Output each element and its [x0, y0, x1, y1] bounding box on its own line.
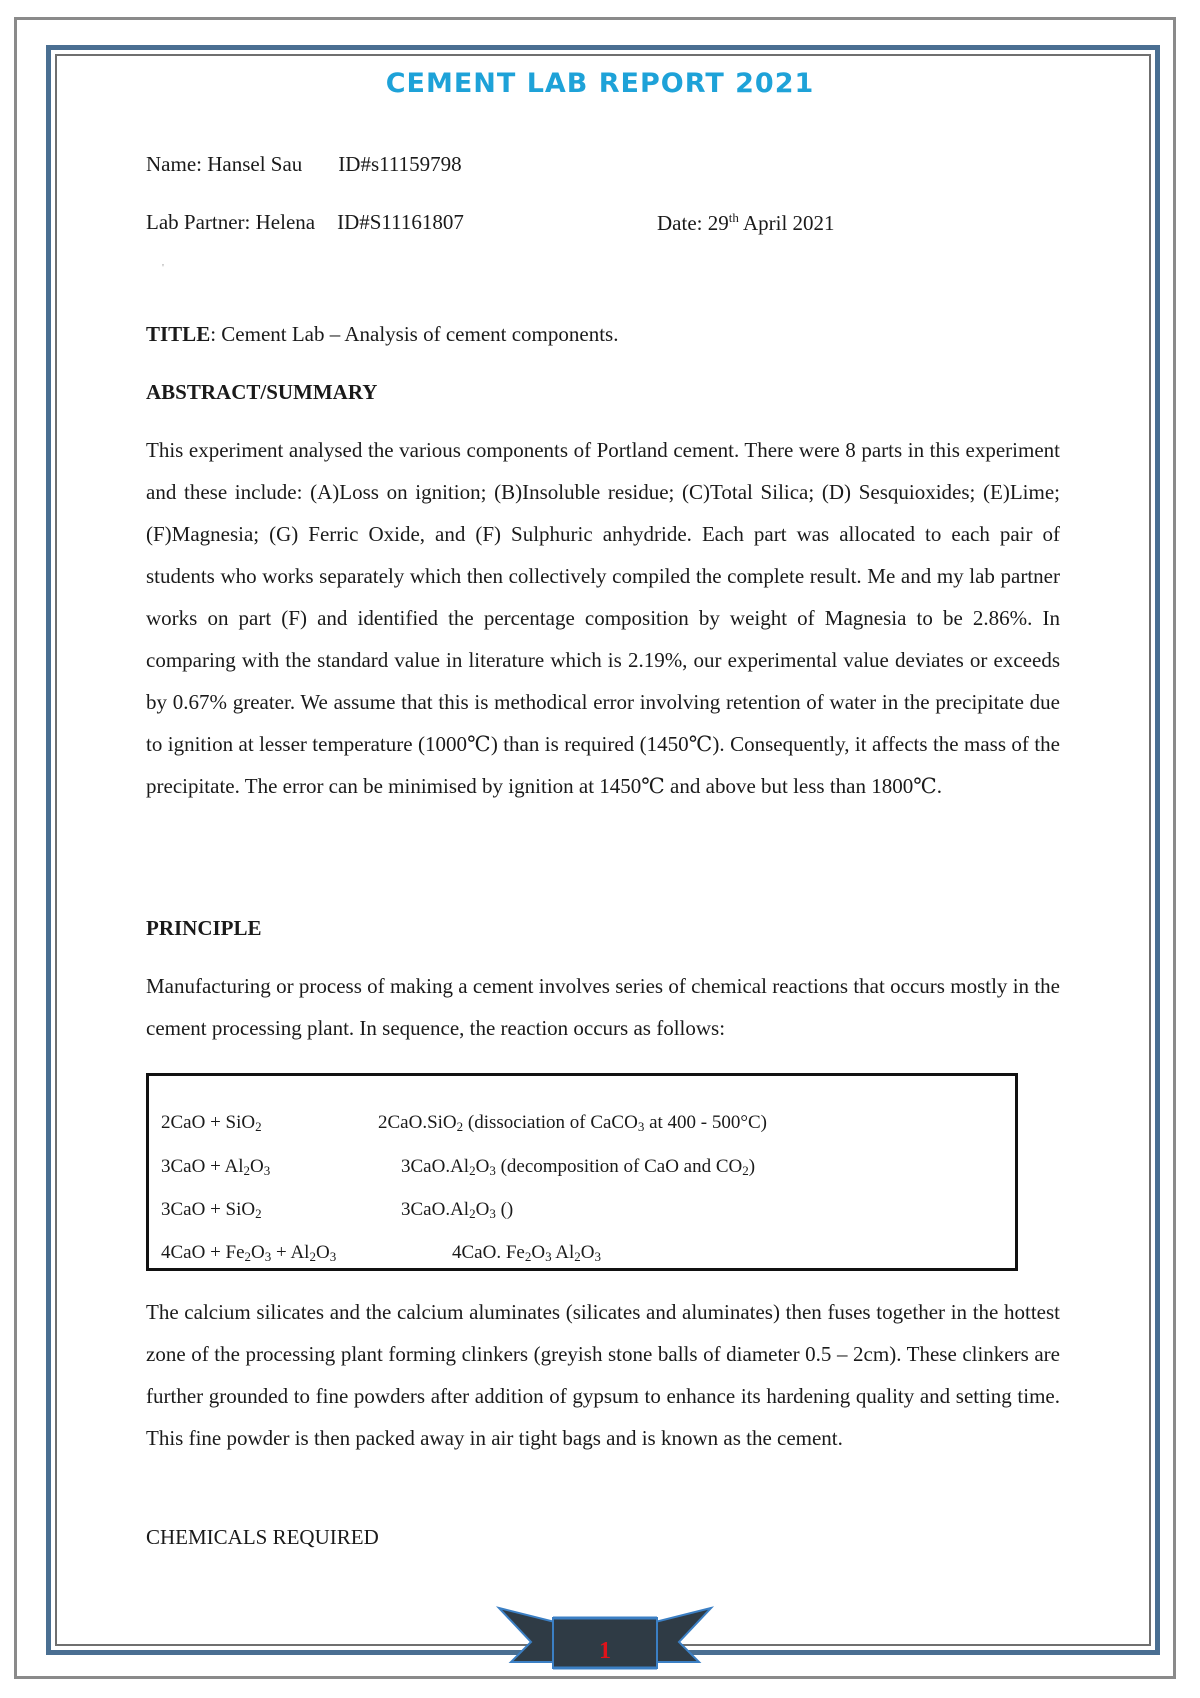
page-number-ribbon	[495, 1600, 715, 1680]
student-line	[146, 152, 462, 177]
title-label: TITLE	[146, 322, 211, 346]
chemicals-heading: CHEMICALS REQUIRED	[146, 1525, 379, 1549]
student-name: Name: Hansel Sau	[146, 152, 303, 176]
reaction-2-products: $3CaO.Al_2O_3$ (decomposition of CaO and $CO_2$)	[401, 1156, 756, 1178]
reaction-3-reactants: 3CaO + SiO$_2$	[161, 1199, 262, 1221]
reaction-1-reactants: 2CaO + SiO$_2$	[161, 1112, 262, 1134]
title-line	[146, 322, 618, 347]
page-number: 1	[599, 1638, 611, 1664]
principle-outro: The calcium silicates and the calcium aluminates (silicates and aluminates) then fuses together in the hottest zone of the processing plant forming clinkers (greyish stone balls of diameter 0.5 – 2cm). These clinkers are further grounded to fine powders after addition of gypsum to enhance its hardening quality and setting time. This fine powder is then packed away in air tight bags and is known as the cement.	[146, 1300, 1060, 1450]
abstract-heading: ABSTRACT/SUMMARY	[146, 380, 378, 404]
reaction-1-products: 2CaO.SiO$_2$ (dissociation of CaCO$_3$ at 400 - 500°C)	[378, 1112, 767, 1134]
ribbon-icon	[495, 1600, 715, 1680]
stray-mark: '	[162, 262, 164, 274]
report-date: Date: 29th April 2021	[657, 210, 835, 235]
reaction-3-products: $3CaO.Al_2O_3$ ()	[401, 1199, 514, 1221]
principle-heading: PRINCIPLE	[146, 916, 262, 940]
report-title: CEMENT LAB REPORT 2021	[385, 68, 815, 99]
abstract-paragraph: This experiment analysed the various components of Portland cement. There were 8 parts in this experiment and these include: (A)Loss on ignition; (B)Insoluble residue; (C)Total Silica; (D) Sesquioxides; (E)Lime; (F)Magnesia; (G) Ferric Oxide, and (F) Sulphuric anhydride. Each part was allocated to each pair of students who works separately which then collectively compiled the complete result. Me and my lab partner works on part (F) and identified the percentage composition by weight of Magnesia to be 2.86%. In comparing with the standard value in literature which is 2.19%, our experimental value deviates or exceeds by 0.67% greater. We assume that this is methodical error involving retention of water in the precipitate due to ignition at lesser temperature (1000℃) than is required (1450℃). Consequently, it affects the mass of the precipitate. The error can be minimised by ignition at 1450℃ and above but less than 1800℃.	[146, 438, 1060, 798]
reaction-4-products: 4CaO. $Fe_2O_3$ $Al_2O_3$	[452, 1242, 601, 1264]
title-text: : Cement Lab – Analysis of cement components.	[210, 322, 619, 346]
student-id: ID#s11159798	[338, 152, 462, 176]
reaction-4-reactants: $4CaO + Fe_2O_3 + Al_2O_3$	[161, 1242, 337, 1264]
reaction-equations-box	[146, 1073, 1018, 1271]
partner-name: Lab Partner: Helena	[146, 210, 316, 234]
principle-intro: Manufacturing or process of making a cement involves series of chemical reactions that occurs mostly in the cement processing plant. In sequence, the reaction occurs as follows:	[146, 974, 1060, 1040]
partner-id: ID#S11161807	[337, 210, 464, 234]
reaction-2-reactants: $3CaO + Al_2O_3$	[161, 1156, 271, 1178]
partner-line	[146, 210, 464, 235]
